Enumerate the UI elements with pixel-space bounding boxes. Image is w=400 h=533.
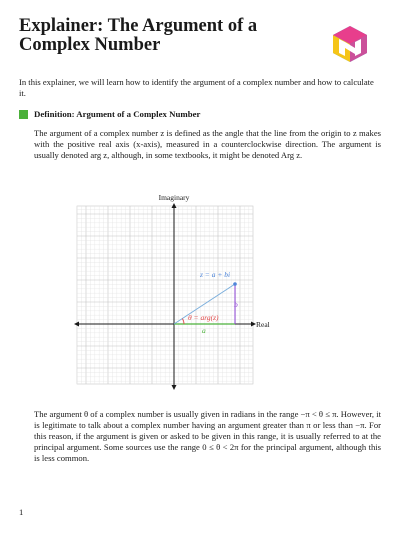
definition-body: The argument of a complex number z is defined as the angle that the line from the origin to z makes with the positive real axis (x-axis), measured in a counterclockwise direction. The argument is usually denoted arg z, although, in some textbooks, it might be denoted Arg z. — [34, 128, 381, 160]
nagwa-logo — [333, 26, 367, 62]
real-axis-arrow-left — [74, 322, 79, 327]
definition-title: Definition: Argument of a Complex Number — [34, 109, 201, 119]
page-number: 1 — [19, 507, 24, 517]
page-title: Explainer: The Argument of a Complex Number — [19, 16, 258, 55]
x-axis-label: Real — [256, 320, 270, 329]
point-z — [233, 282, 237, 286]
angle-label: θ = arg(z) — [188, 313, 219, 322]
argand-diagram — [60, 192, 285, 390]
definition-marker-icon — [19, 110, 28, 119]
y-axis-label: Imaginary — [158, 193, 190, 202]
closing-paragraph: The argument θ of a complex number is usually given in radians in the range −π < θ ≤ π. However, it is legitimate to talk about a complex number having an argument greater than π or less than −π. For this reason, if the argument is given or asked to be given in this range, it is usually referred to at the principal argument. Some sources use the range 0 ≤ θ < 2π for the principal argument, although this is less common. — [34, 409, 381, 463]
grid — [77, 206, 253, 384]
definition-heading — [19, 108, 200, 120]
imaginary-axis-arrow-up — [172, 203, 177, 208]
real-part-label: a — [202, 326, 206, 335]
point-label: z = a + bi — [200, 270, 231, 279]
imag-part-label: b — [234, 300, 238, 309]
imaginary-axis-arrow-down — [172, 385, 177, 390]
intro-paragraph: In this explainer, we will learn how to identify the argument of a complex number and how to calculate it. — [19, 77, 374, 98]
